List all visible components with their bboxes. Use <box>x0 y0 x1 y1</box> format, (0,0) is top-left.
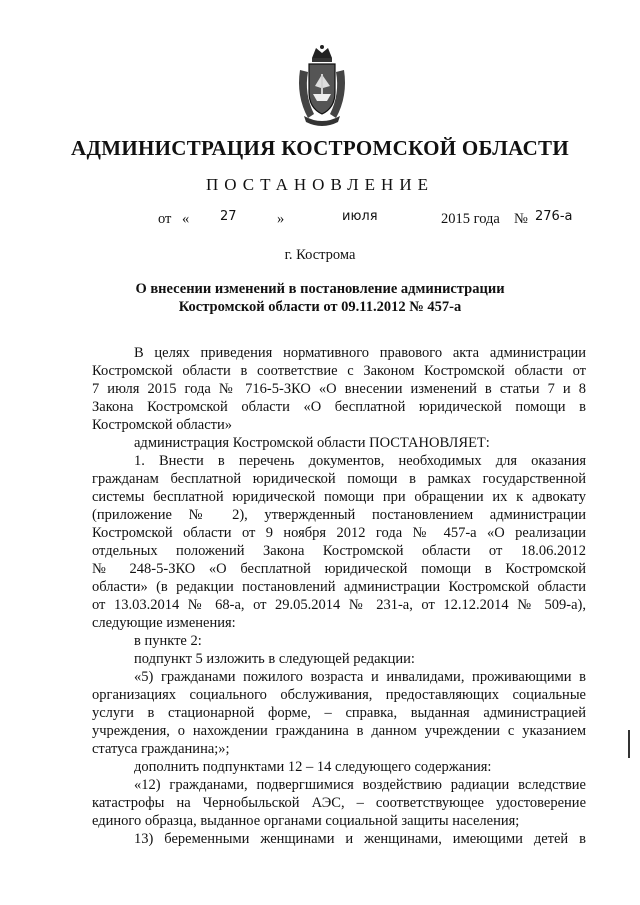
body-line: области» (в редакции постановлений администрации Костромской области <box>92 579 586 595</box>
subject-line: О внесении изменений в постановление администрации <box>135 281 505 297</box>
body-line: № 248-5-ЗКО «О бесплатной юридической помощи в Костромской <box>92 561 586 577</box>
body-line: дополнить подпунктами 12 – 14 следующего содержания: <box>134 759 492 775</box>
date-month: июля <box>342 209 378 224</box>
body-line: В целях приведения нормативного правового акта администрации <box>134 345 586 361</box>
body-line: отдельных положений Закона Костромской области от 18.06.2012 <box>92 543 586 559</box>
body-line: следующие изменения: <box>92 615 236 631</box>
body-line: от 13.03.2014 № 68-а, от 29.05.2014 № 231-а, от 12.12.2014 № 509-а), <box>92 597 586 613</box>
body-line: в пункте 2: <box>134 633 202 649</box>
date-year: 2015 года <box>441 211 500 227</box>
document-number: 276-а <box>535 209 573 224</box>
document-subject <box>0 280 640 316</box>
organization-title: АДМИНИСТРАЦИЯ КОСТРОМСКОЙ ОБЛАСТИ <box>71 136 569 160</box>
quote-open: « <box>182 211 190 227</box>
coat-of-arms-icon <box>294 44 350 128</box>
body-line: статуса гражданина;»; <box>92 741 230 757</box>
body-line: «5) гражданами пожилого возраста и инвалидами, проживающими в <box>134 669 586 685</box>
body-line: Костромской области от 9 ноября 2012 года № 457-а «О реализации <box>92 525 586 541</box>
body-line: гражданам бесплатной юридической помощи в рамках государственной <box>92 471 586 487</box>
document-type: ПОСТАНОВЛЕНИЕ <box>205 175 434 194</box>
city-line: г. Кострома <box>284 247 356 263</box>
body-line: 7 июля 2015 года № 716-5-ЗКО «О внесении изменений в статьи 7 и 8 <box>92 381 586 397</box>
body-line: организациях социального обслуживания, предоставляющих социальные <box>92 687 586 703</box>
body-line: 1. Внести в перечень документов, необходимых для оказания <box>134 453 586 469</box>
quote-close: » <box>277 211 285 227</box>
scan-edge-mark <box>628 730 630 758</box>
body-line: Костромской области в соответствие с Законом Костромской области от <box>92 363 586 379</box>
body-line: Закона Костромской области «О бесплатной юридической помощи в <box>92 399 586 415</box>
date-day: 27 <box>220 209 237 224</box>
body-line: 13) беременными женщинами и женщинами, имеющими детей в <box>134 831 586 847</box>
date-prefix: от <box>158 211 172 227</box>
body-line: единого образца, выданное органами социальной защиты населения; <box>92 813 520 829</box>
body-line: Костромской области» <box>92 417 233 433</box>
body-line: администрация Костромской области ПОСТАНОВЛЯЕТ: <box>134 435 490 451</box>
body-line: катастрофы на Чернобыльской АЭС, – соответствующее удостоверение <box>92 795 586 811</box>
body-line: (приложение № 2), утвержденный постановлением администрации <box>92 507 586 523</box>
subject-line: Костромской области от 09.11.2012 № 457-а <box>178 299 462 315</box>
body-line: подпункт 5 изложить в следующей редакции: <box>134 651 415 667</box>
date-line <box>0 211 640 233</box>
number-sign: № <box>514 211 528 227</box>
body-line: «12) гражданами, подвергшимися воздействию радиации вследствие <box>134 777 586 793</box>
body-line: системы бесплатной юридической помощи при обращении их к адвокату <box>92 489 586 505</box>
body-line: услуги в стационарной форме, – справка, выданная администрацией <box>92 705 586 721</box>
body-line: учреждения, о нахождении гражданина в данном учреждении с указанием <box>92 723 586 739</box>
